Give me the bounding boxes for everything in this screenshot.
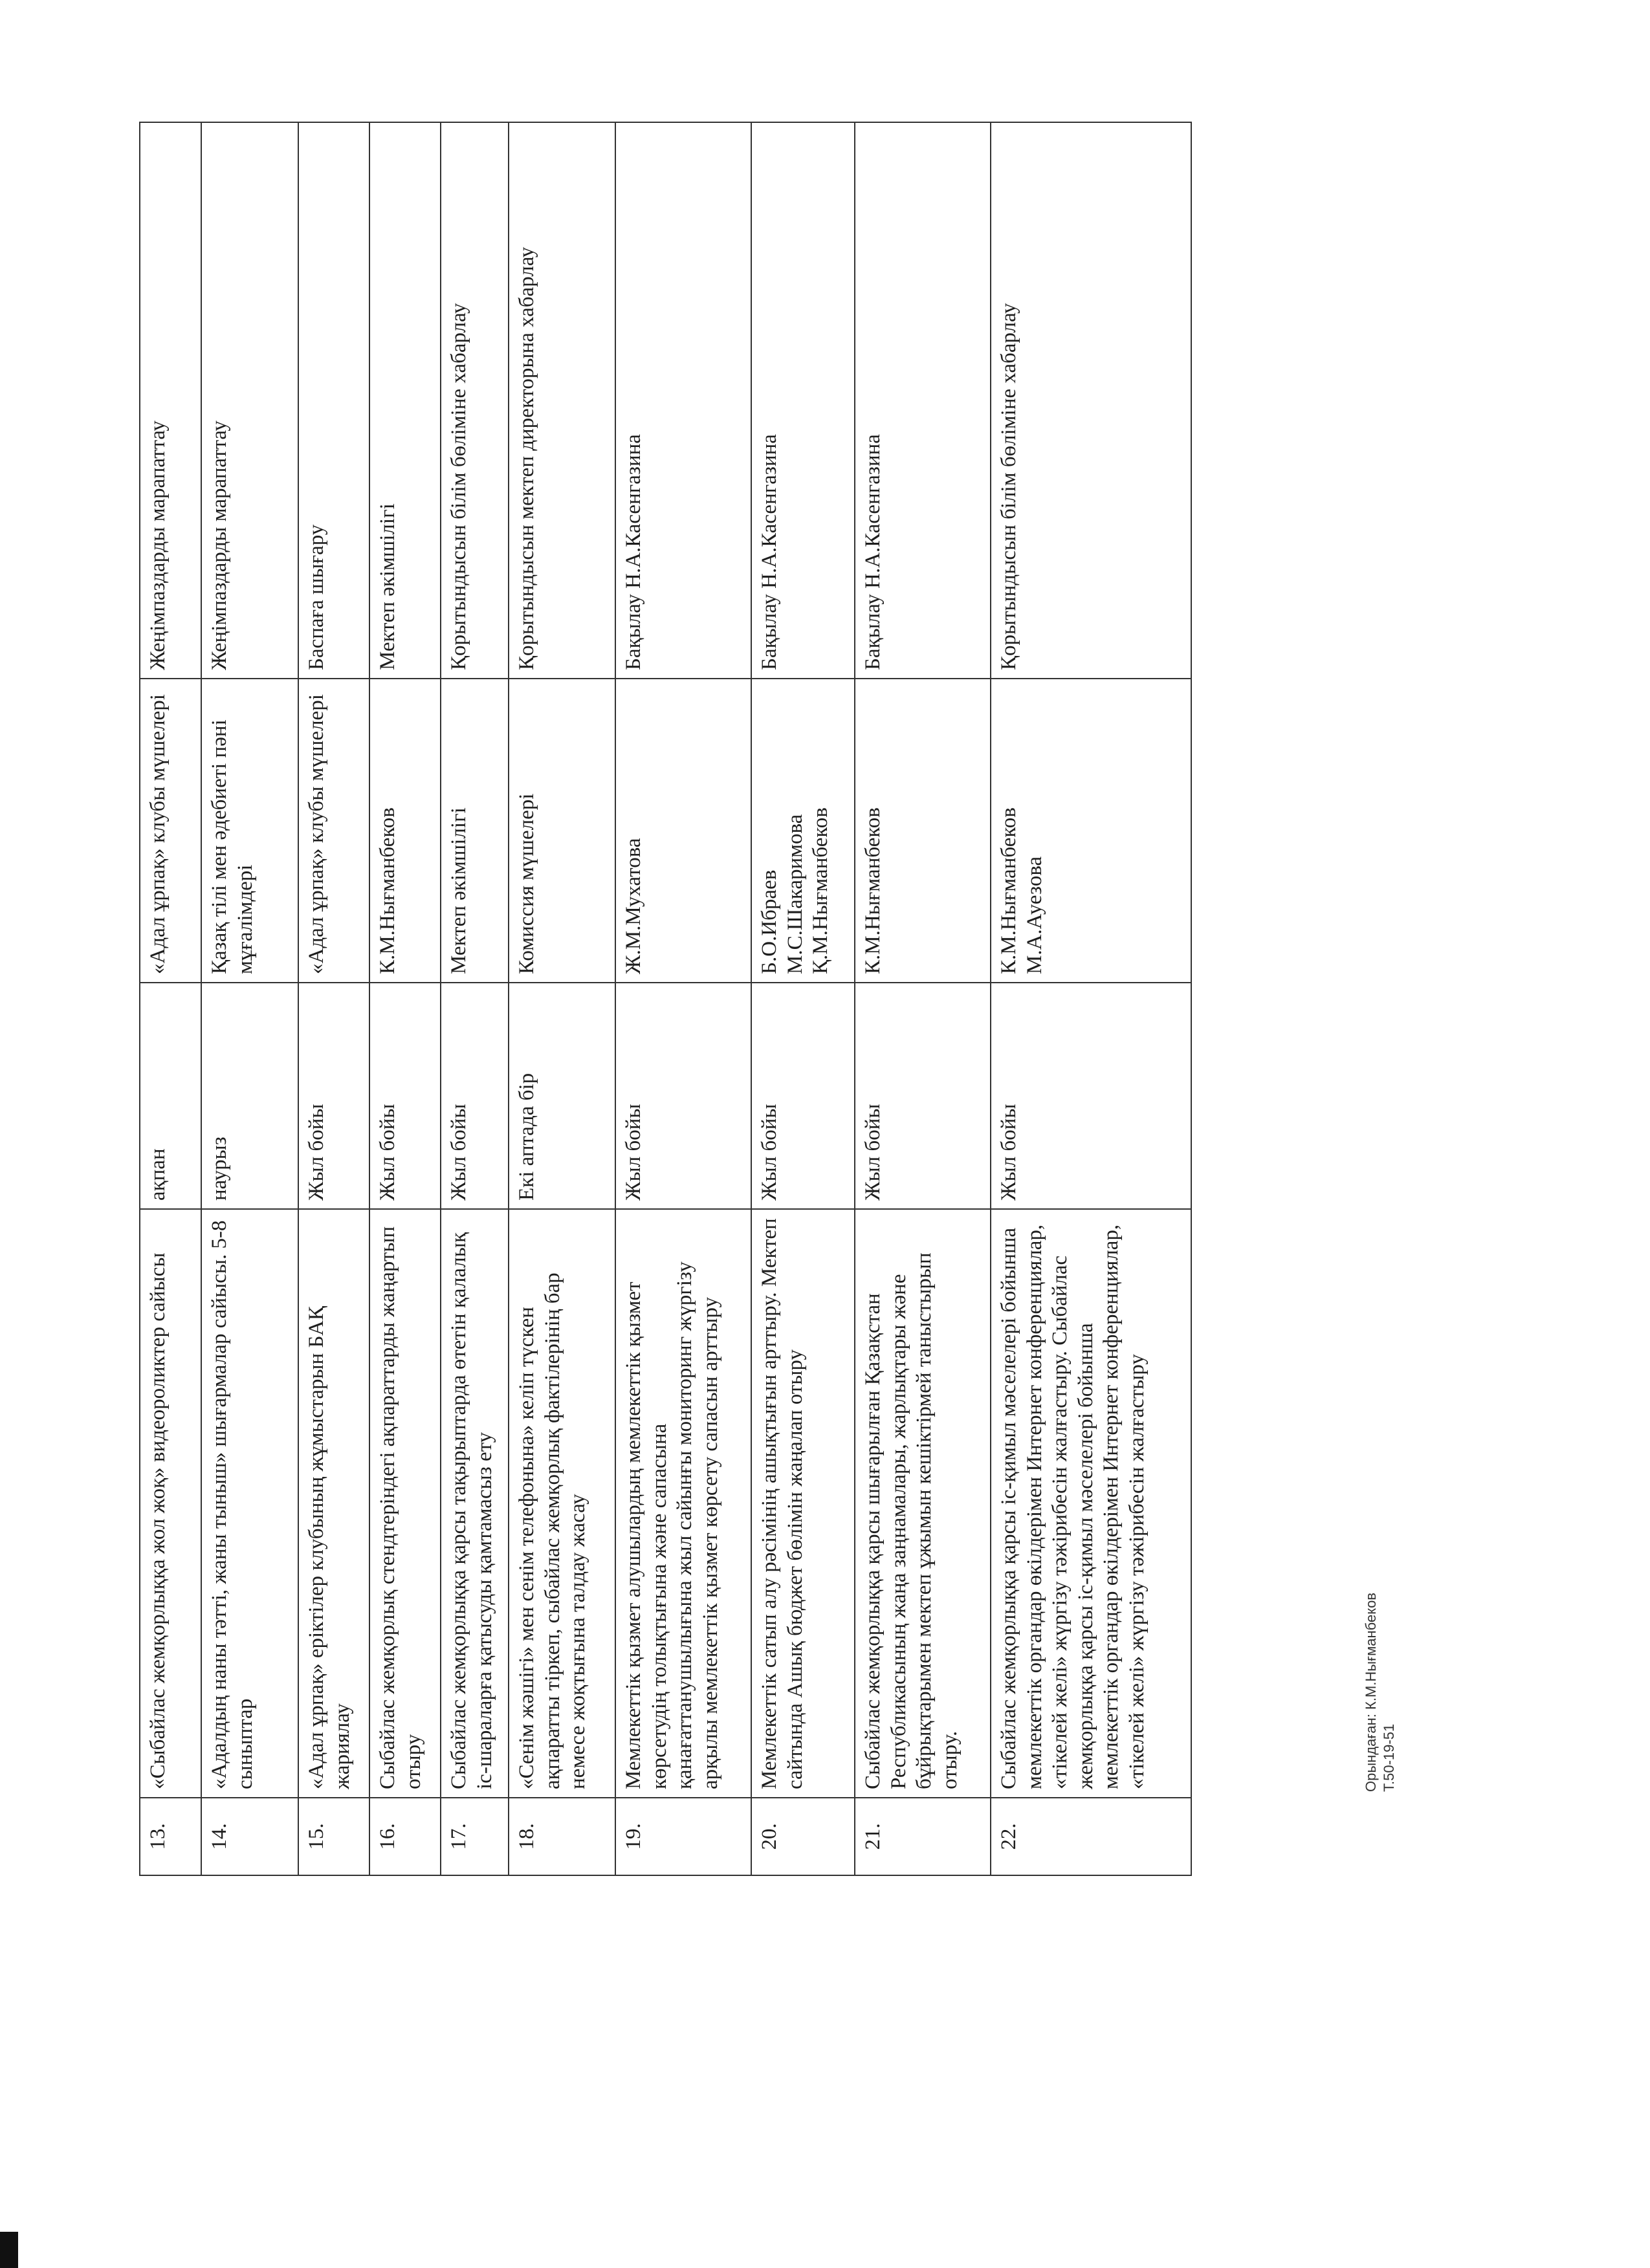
event-cell: Сыбайлас жемқорлыққа қарсы іс-қимыл мәселелері бойынша мемлекеттік органдар өкілдерімен Интернет конференциялар, «тікелей желі» жүргізу тәжірибесін жалғастыру. Сыбайлас жемқорлыққа қарсы іс-қимыл мәселелері бойынша мемлекеттік органдар өкілдерімен Интернет конференциялар, «тікелей желі» жүргізу тәжірибесін жалғастыру	[991, 1209, 1191, 1798]
table-row	[615, 122, 751, 1875]
event-cell: «Адал ұрпақ» еріктілер клубының жұмыстарын БАҚ жариялау	[298, 1209, 369, 1798]
responsible-cell: Б.О.Ибраев М.С.Шакаримова Қ.М.Нығманбеков	[751, 679, 855, 983]
responsible-cell: Комиссия мүшелері	[509, 679, 615, 983]
row-number: 20.	[751, 1798, 855, 1875]
table-row	[201, 122, 298, 1875]
term-cell: Жыл бойы	[751, 983, 855, 1209]
row-number: 19.	[615, 1798, 751, 1875]
term-cell: Жыл бойы	[298, 983, 369, 1209]
row-number: 22.	[991, 1798, 1191, 1875]
table-row	[369, 122, 441, 1875]
row-number: 21.	[855, 1798, 991, 1875]
responsible-cell: Ж.М.Мухатова	[615, 679, 751, 983]
row-number: 15.	[298, 1798, 369, 1875]
event-cell: Мемлекеттік қызмет алушылардың мемлекеттік қызмет көрсетудің толықтығына және сапасына қанағаттанушылығына жыл сайынғы мониторинг жүргізу арқылы мемлекеттік қызмет көрсету сапасын арттыру	[615, 1209, 751, 1798]
event-cell: «Адалдың наны тәтті, жаны тыныш» шығармалар сайысы. 5-8 сыныптар	[201, 1209, 298, 1798]
event-cell: Сыбайлас жемқорлыққа қарсы тақырыптарда өтетін қалалық іс-шараларға қатысуды қамтамасыз ету	[441, 1209, 509, 1798]
row-number: 18.	[509, 1798, 615, 1875]
result-cell: Жеңімпаздарды марапаттау	[201, 122, 298, 679]
term-cell: Екі аптада бір	[509, 983, 615, 1209]
result-cell: Қорытындысын білім бөліміне хабарлау	[441, 122, 509, 679]
result-cell: Жеңімпаздарды марапаттау	[140, 122, 201, 679]
event-cell: «Сыбайлас жемқорлыққа жол жоқ» видеороликтер сайысы	[140, 1209, 201, 1798]
table-row	[751, 122, 855, 1875]
footer	[1362, 1339, 1398, 1792]
event-cell: Сыбайлас жемқорлыққа қарсы шығарылған Қазақстан Республикасының жаңа заңнамалары, жарлықтары және бұйрықтарымен мектеп ұжымын кешіктірмей таныстырып отыру.	[855, 1209, 991, 1798]
event-cell: Сыбайлас жемқорлық стендтеріндегі ақпараттарды жаңартып отыру	[369, 1209, 441, 1798]
result-cell: Қорытындысын мектеп директорына хабарлау	[509, 122, 615, 679]
term-cell: Жыл бойы	[615, 983, 751, 1209]
plan-table	[139, 122, 1192, 1876]
table-row	[140, 122, 201, 1875]
table-row	[441, 122, 509, 1875]
event-cell: «Сенім жәшігі» мен сенім телефонына» келіп түскен ақпаратты тіркеп, сыбайлас жемқорлық фактілерінің бар немесе жоқтығына талдау жасау	[509, 1209, 615, 1798]
term-cell: ақпан	[140, 983, 201, 1209]
responsible-cell: К.М.Нығманбеков	[855, 679, 991, 983]
responsible-cell: К.М.Нығманбеков	[369, 679, 441, 983]
row-number: 13.	[140, 1798, 201, 1875]
executor-line: Орындаған: К.М.Нығманбеков	[1363, 1593, 1379, 1792]
responsible-cell: Қазақ тілі мен әдебиеті пәні мұғалімдері	[201, 679, 298, 983]
term-cell: Жыл бойы	[991, 983, 1191, 1209]
table-row	[298, 122, 369, 1875]
responsible-cell: «Адал ұрпақ» клубы мүшелері	[298, 679, 369, 983]
row-number: 16.	[369, 1798, 441, 1875]
table-row	[509, 122, 615, 1875]
term-cell: Жыл бойы	[855, 983, 991, 1209]
scan-corner-mark	[0, 2232, 18, 2268]
responsible-cell: «Адал ұрпақ» клубы мүшелері	[140, 679, 201, 983]
result-cell: Бақылау Н.А.Касенгазина	[615, 122, 751, 679]
result-cell: Қорытындысын білім бөліміне хабарлау	[991, 122, 1191, 679]
result-cell: Бақылау Н.А.Касенгазина	[855, 122, 991, 679]
result-cell: Мектеп әкімшілігі	[369, 122, 441, 679]
plan-table-body	[140, 122, 1191, 1875]
term-cell: наурыз	[201, 983, 298, 1209]
row-number: 14.	[201, 1798, 298, 1875]
row-number: 17.	[441, 1798, 509, 1875]
table-row	[991, 122, 1191, 1875]
responsible-cell: Мектеп әкімшілігі	[441, 679, 509, 983]
responsible-cell: К.М.Нығманбеков М.А.Ауезова	[991, 679, 1191, 983]
result-cell: Бақылау Н.А.Касенгазина	[751, 122, 855, 679]
table-row	[855, 122, 991, 1875]
result-cell: Баспаға шығару	[298, 122, 369, 679]
term-cell: Жыл бойы	[369, 983, 441, 1209]
term-cell: Жыл бойы	[441, 983, 509, 1209]
event-cell: Мемлекеттік сатып алу рәсімінің ашықтығын арттыру. Мектеп сайтында Ашық бюджет бөлімін жаңалап отыру	[751, 1209, 855, 1798]
rotated-page-content	[139, 123, 1294, 1876]
phone-line: Т.50-19-51	[1380, 1723, 1397, 1792]
